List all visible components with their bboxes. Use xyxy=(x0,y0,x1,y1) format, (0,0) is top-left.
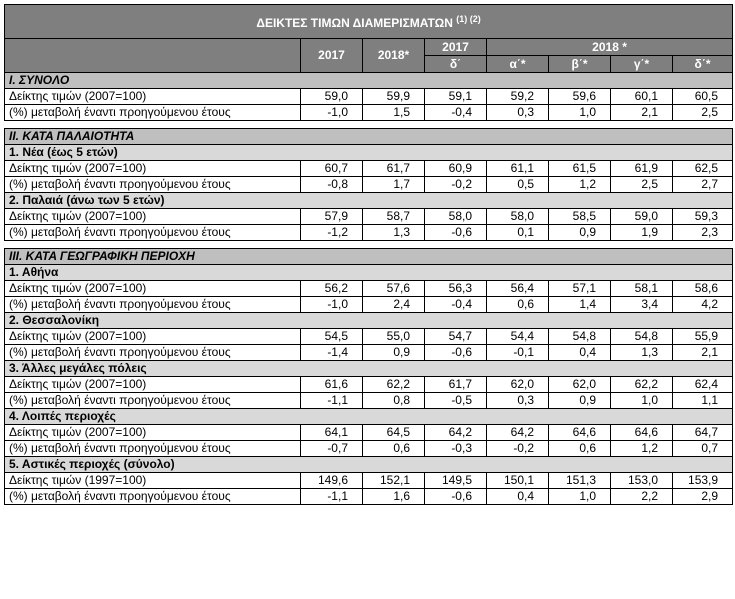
header-q4: δ΄* xyxy=(673,56,733,73)
value-cell: 1,0 xyxy=(611,393,673,409)
value-cell: -0,5 xyxy=(425,393,487,409)
value-cell: -1,1 xyxy=(301,489,363,505)
value-cell: 60,5 xyxy=(673,89,733,105)
group-header-row xyxy=(5,409,733,425)
value-cell: 1,2 xyxy=(611,441,673,457)
row-label: Δείκτης τιμών (2007=100) xyxy=(5,89,301,105)
table-title-text: ΔΕΙΚΤΕΣ ΤΙΜΩΝ ΔΙΑΜΕΡΙΣΜΑΤΩΝ xyxy=(256,16,453,30)
section-title: ΙΙ. ΚΑΤΑ ΠΑΛΑΙΟΤΗΤΑ xyxy=(5,129,733,145)
value-cell: 54,4 xyxy=(487,329,549,345)
value-cell: 1,0 xyxy=(549,105,611,121)
group-header-row xyxy=(5,457,733,473)
value-cell: 64,2 xyxy=(425,425,487,441)
section-title: Ι. ΣΥΝΟΛΟ xyxy=(5,73,733,89)
table-row xyxy=(5,489,733,505)
value-cell: 2,7 xyxy=(673,177,733,193)
table-row xyxy=(5,329,733,345)
value-cell: -1,4 xyxy=(301,345,363,361)
value-cell: 64,6 xyxy=(611,425,673,441)
value-cell: 61,1 xyxy=(487,161,549,177)
value-cell: 2,1 xyxy=(673,345,733,361)
value-cell: 62,0 xyxy=(549,377,611,393)
table-row xyxy=(5,105,733,121)
value-cell: 58,1 xyxy=(611,281,673,297)
value-cell: 2,1 xyxy=(611,105,673,121)
value-cell: 64,5 xyxy=(363,425,425,441)
value-cell: 54,8 xyxy=(611,329,673,345)
section-title: ΙΙΙ. ΚΑΤΑ ΓΕΩΓΡΑΦΙΚΗ ΠΕΡΙΟΧΗ xyxy=(5,249,733,265)
value-cell: 0,6 xyxy=(363,441,425,457)
value-cell: 58,7 xyxy=(363,209,425,225)
group-title: 2. Παλαιά (άνω των 5 ετών) xyxy=(5,193,733,209)
value-cell: 60,1 xyxy=(611,89,673,105)
value-cell: 0,8 xyxy=(363,393,425,409)
group-title: 5. Αστικές περιοχές (σύνολο) xyxy=(5,457,733,473)
table-title-note: (1) (2) xyxy=(456,14,481,24)
value-cell: -0,4 xyxy=(425,105,487,121)
table-row xyxy=(5,89,733,105)
value-cell: 0,9 xyxy=(549,225,611,241)
value-cell: -0,2 xyxy=(487,441,549,457)
value-cell: 61,5 xyxy=(549,161,611,177)
value-cell: 61,7 xyxy=(363,161,425,177)
header-col-2017-q-year: 2017 xyxy=(425,39,487,56)
section-header-row xyxy=(5,73,733,89)
value-cell: 1,0 xyxy=(549,489,611,505)
value-cell: 61,7 xyxy=(425,377,487,393)
value-cell: 60,9 xyxy=(425,161,487,177)
value-cell: 58,0 xyxy=(487,209,549,225)
value-cell: 57,6 xyxy=(363,281,425,297)
price-index-table xyxy=(4,4,733,505)
header-q2: β΄* xyxy=(549,56,611,73)
header-q3: γ΄* xyxy=(611,56,673,73)
value-cell: 59,9 xyxy=(363,89,425,105)
header-col-2018: 2018* xyxy=(363,39,425,73)
value-cell: 54,8 xyxy=(549,329,611,345)
row-label: Δείκτης τιμών (2007=100) xyxy=(5,329,301,345)
value-cell: 1,3 xyxy=(611,345,673,361)
value-cell: 59,6 xyxy=(549,89,611,105)
value-cell: 1,7 xyxy=(363,177,425,193)
value-cell: 62,2 xyxy=(363,377,425,393)
value-cell: 152,1 xyxy=(363,473,425,489)
value-cell: 1,4 xyxy=(549,297,611,313)
value-cell: 2,3 xyxy=(673,225,733,241)
table-row xyxy=(5,177,733,193)
row-label: Δείκτης τιμών (2007=100) xyxy=(5,425,301,441)
row-label: (%) μεταβολή έναντι προηγούμενου έτους xyxy=(5,297,301,313)
section-header-row xyxy=(5,249,733,265)
row-label: (%) μεταβολή έναντι προηγούμενου έτους xyxy=(5,489,301,505)
group-title: 3. Άλλες μεγάλες πόλεις xyxy=(5,361,733,377)
value-cell: -0,1 xyxy=(487,345,549,361)
value-cell: 151,3 xyxy=(549,473,611,489)
value-cell: 1,1 xyxy=(673,393,733,409)
section-header-row xyxy=(5,129,733,145)
row-label: (%) μεταβολή έναντι προηγούμενου έτους xyxy=(5,441,301,457)
table-row xyxy=(5,281,733,297)
value-cell: 64,1 xyxy=(301,425,363,441)
value-cell: -1,1 xyxy=(301,393,363,409)
spacer-cell xyxy=(5,121,733,129)
value-cell: 62,2 xyxy=(611,377,673,393)
value-cell: -0,6 xyxy=(425,345,487,361)
value-cell: 59,0 xyxy=(611,209,673,225)
value-cell: 60,7 xyxy=(301,161,363,177)
row-label: Δείκτης τιμών (2007=100) xyxy=(5,161,301,177)
value-cell: 0,4 xyxy=(549,345,611,361)
value-cell: 2,4 xyxy=(363,297,425,313)
row-label: (%) μεταβολή έναντι προηγούμενου έτους xyxy=(5,393,301,409)
row-label: Δείκτης τιμών (1997=100) xyxy=(5,473,301,489)
value-cell: 55,0 xyxy=(363,329,425,345)
table-row xyxy=(5,393,733,409)
value-cell: 2,5 xyxy=(611,177,673,193)
value-cell: 64,6 xyxy=(549,425,611,441)
row-label: (%) μεταβολή έναντι προηγούμενου έτους xyxy=(5,177,301,193)
value-cell: 0,9 xyxy=(549,393,611,409)
value-cell: 2,2 xyxy=(611,489,673,505)
group-title: 4. Λοιπές περιοχές xyxy=(5,409,733,425)
value-cell: -0,4 xyxy=(425,297,487,313)
value-cell: 0,6 xyxy=(487,297,549,313)
value-cell: 1,9 xyxy=(611,225,673,241)
value-cell: 0,6 xyxy=(549,441,611,457)
section-spacer xyxy=(5,241,733,249)
value-cell: -1,0 xyxy=(301,105,363,121)
table-row xyxy=(5,473,733,489)
section-spacer xyxy=(5,121,733,129)
value-cell: 2,5 xyxy=(673,105,733,121)
value-cell: -1,0 xyxy=(301,297,363,313)
value-cell: 58,0 xyxy=(425,209,487,225)
value-cell: 58,6 xyxy=(673,281,733,297)
group-header-row xyxy=(5,145,733,161)
value-cell: -0,6 xyxy=(425,489,487,505)
header-row-1 xyxy=(5,39,733,56)
value-cell: 64,7 xyxy=(673,425,733,441)
value-cell: 57,1 xyxy=(549,281,611,297)
value-cell: 0,9 xyxy=(363,345,425,361)
value-cell: 1,3 xyxy=(363,225,425,241)
value-cell: 62,5 xyxy=(673,161,733,177)
value-cell: -0,8 xyxy=(301,177,363,193)
value-cell: 59,3 xyxy=(673,209,733,225)
row-label: (%) μεταβολή έναντι προηγούμενου έτους xyxy=(5,225,301,241)
row-label: (%) μεταβολή έναντι προηγούμενου έτους xyxy=(5,105,301,121)
value-cell: 61,9 xyxy=(611,161,673,177)
value-cell: 149,6 xyxy=(301,473,363,489)
header-col-2017: 2017 xyxy=(301,39,363,73)
header-group-2018: 2018 * xyxy=(487,39,733,56)
value-cell: 1,5 xyxy=(363,105,425,121)
value-cell: 150,1 xyxy=(487,473,549,489)
value-cell: 56,2 xyxy=(301,281,363,297)
header-col-2017-q4: δ΄ xyxy=(425,56,487,73)
table-row xyxy=(5,425,733,441)
group-title: 1. Αθήνα xyxy=(5,265,733,281)
value-cell: 62,4 xyxy=(673,377,733,393)
table-row xyxy=(5,161,733,177)
value-cell: 54,5 xyxy=(301,329,363,345)
table-title-row xyxy=(5,5,733,39)
value-cell: 57,9 xyxy=(301,209,363,225)
value-cell: 1,6 xyxy=(363,489,425,505)
value-cell: -1,2 xyxy=(301,225,363,241)
value-cell: 55,9 xyxy=(673,329,733,345)
table-row xyxy=(5,377,733,393)
value-cell: 2,9 xyxy=(673,489,733,505)
row-label: (%) μεταβολή έναντι προηγούμενου έτους xyxy=(5,345,301,361)
table-title xyxy=(5,5,733,39)
spacer-cell xyxy=(5,241,733,249)
group-header-row xyxy=(5,361,733,377)
table-row xyxy=(5,297,733,313)
value-cell: 62,0 xyxy=(487,377,549,393)
table-row xyxy=(5,225,733,241)
value-cell: 64,2 xyxy=(487,425,549,441)
value-cell: -0,2 xyxy=(425,177,487,193)
value-cell: 0,5 xyxy=(487,177,549,193)
group-header-row xyxy=(5,265,733,281)
value-cell: 61,6 xyxy=(301,377,363,393)
value-cell: 1,2 xyxy=(549,177,611,193)
price-index-table-container xyxy=(4,4,732,505)
value-cell: 0,7 xyxy=(673,441,733,457)
row-label: Δείκτης τιμών (2007=100) xyxy=(5,209,301,225)
value-cell: 4,2 xyxy=(673,297,733,313)
header-q1: α΄* xyxy=(487,56,549,73)
value-cell: 59,1 xyxy=(425,89,487,105)
row-label: Δείκτης τιμών (2007=100) xyxy=(5,281,301,297)
value-cell: 149,5 xyxy=(425,473,487,489)
value-cell: 153,0 xyxy=(611,473,673,489)
group-title: 1. Νέα (έως 5 ετών) xyxy=(5,145,733,161)
value-cell: -0,7 xyxy=(301,441,363,457)
value-cell: 0,3 xyxy=(487,393,549,409)
table-row xyxy=(5,345,733,361)
value-cell: 59,0 xyxy=(301,89,363,105)
group-header-row xyxy=(5,193,733,209)
group-title: 2. Θεσσαλονίκη xyxy=(5,313,733,329)
table-row xyxy=(5,441,733,457)
value-cell: 59,2 xyxy=(487,89,549,105)
value-cell: 0,1 xyxy=(487,225,549,241)
value-cell: 58,5 xyxy=(549,209,611,225)
value-cell: -0,6 xyxy=(425,225,487,241)
value-cell: 0,4 xyxy=(487,489,549,505)
value-cell: -0,3 xyxy=(425,441,487,457)
value-cell: 0,3 xyxy=(487,105,549,121)
value-cell: 54,7 xyxy=(425,329,487,345)
value-cell: 3,4 xyxy=(611,297,673,313)
value-cell: 56,4 xyxy=(487,281,549,297)
group-header-row xyxy=(5,313,733,329)
value-cell: 153,9 xyxy=(673,473,733,489)
value-cell: 56,3 xyxy=(425,281,487,297)
table-row xyxy=(5,209,733,225)
header-label-cell xyxy=(5,39,301,73)
row-label: Δείκτης τιμών (2007=100) xyxy=(5,377,301,393)
